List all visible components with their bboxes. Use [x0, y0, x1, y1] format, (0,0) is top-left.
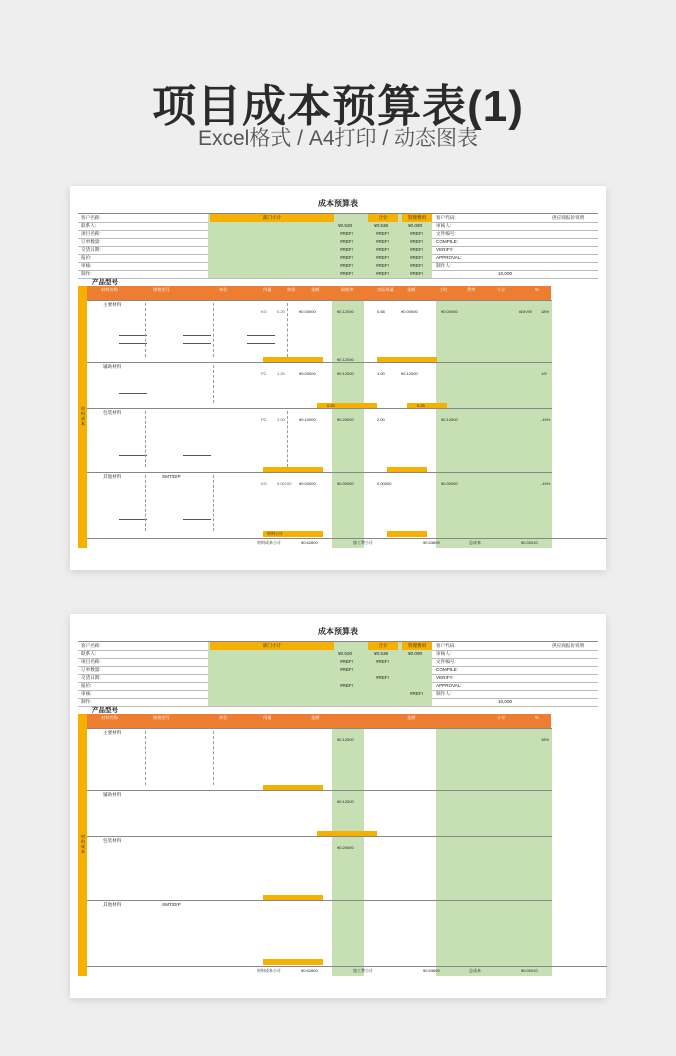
spreadsheet-preview-1	[70, 186, 606, 570]
page-subtitle: Excel格式 / A4打印 / 动态图表	[197, 127, 479, 150]
page-title: 项目成本预算表(1)	[152, 82, 524, 131]
material-section: 其他材料 SMT/DIP KG 0.00100 ¥0.00000 ¥0.00000 0.00000 ¥0.00000 -15% 材料小计	[87, 472, 552, 537]
header-row: 联系人: ¥0.620 ¥0.538 ¥0.090 审核人:	[78, 222, 598, 231]
sheet-header-block	[78, 213, 598, 286]
spreadsheet-preview-2	[70, 614, 606, 998]
header-cell-dept: 部门小计	[210, 214, 334, 222]
header-row: 交货日期: #REF! #REF! #REF! VERIFY:	[78, 246, 598, 255]
header-row: 客户名称: 部门小计 合计 管理费用 客户代码: 供应商报价说明	[78, 214, 598, 223]
header-row: 制作: #REF! #REF! #REF! 10,000	[78, 270, 598, 279]
product-model-label: 产品型号	[92, 279, 118, 286]
cost-budget-sheet	[78, 200, 598, 548]
material-section: 主要材料 KG 0.20 ¥0.00000 ¥0.12000 0.58 ¥0.00000 ¥0.00000 #DIV/0! 18% ¥0.12000	[87, 300, 552, 363]
footer-row: 材料成本小计 ¥0.62800 加工费小计 ¥0.53890 总成本 ¥0.00010	[87, 538, 607, 549]
header-row: 订单数量: #REF! #REF! #REF! COMPILE:	[78, 238, 598, 247]
header-cell-total: 合计	[368, 214, 398, 222]
header-row: 报价: #REF! #REF! #REF! APPROVAL:	[78, 254, 598, 263]
material-section: 辅助材料 PC 1.20 ¥0.00000 ¥0.12000 1.00 ¥0.12000 1/5 0.20 0.25	[87, 362, 552, 409]
sheet-body	[78, 286, 598, 548]
header-row: 项目名称: #REF! #REF! #REF! 文件编号:	[78, 230, 598, 239]
header-cell-mgmt: 管理费用	[402, 214, 432, 222]
header-row: 审核: #REF! #REF! #REF! 制作人:	[78, 262, 598, 271]
sheet-title: 成本预算表	[318, 199, 358, 208]
column-header-row: 材料名称 规格型号 单位 用量 单价 金额 损耗率 实际用量 金额 工时 费率 小计 %	[87, 286, 551, 300]
material-section: 包装材料 PC 2.00 ¥0.10000 ¥0.20000 2.00 ¥0.10000 -15%	[87, 408, 552, 473]
vertical-label: 材料成本	[80, 406, 86, 426]
cost-budget-sheet: 成本预算表 客户名称: 部门小计 合计 管理费用 客户代码: 供应商报价说明 联系人: ¥0.620 ¥0.538 ¥0.090 审核人: 项目名称: #REF! #REF! 文件编号: 订单数量: #REF! COMPILE: 交货日期: #REF! VERIFY: 报价: #REF! APPROVAL: 审核: #REF! 制作人: 制作: 10,000 产品型号 材料成本 材料名称 规格型号 单位 用量 金额 金额 小计 % 主要材料 ¥0.12000 18% 辅助材料 ¥0.12000 包装材料 ¥0.20000 其他材料 SMT/DIP 材料成本小计 ¥0.62800 加工费小计 ¥0.53890 总成本 ¥0.00010	[78, 628, 598, 976]
sheet-header-block: 客户名称: 部门小计 合计 管理费用 客户代码: 供应商报价说明 联系人: ¥0.620 ¥0.538 ¥0.090 审核人: 项目名称: #REF! #REF! 文件编号: 订单数量: #REF! COMPILE: 交货日期: #REF! VERIFY: 报价: #REF! APPROVAL: 审核: #REF! 制作人: 制作: 10,000 产品型号	[78, 641, 598, 714]
sheet-title: 成本预算表	[318, 627, 358, 636]
